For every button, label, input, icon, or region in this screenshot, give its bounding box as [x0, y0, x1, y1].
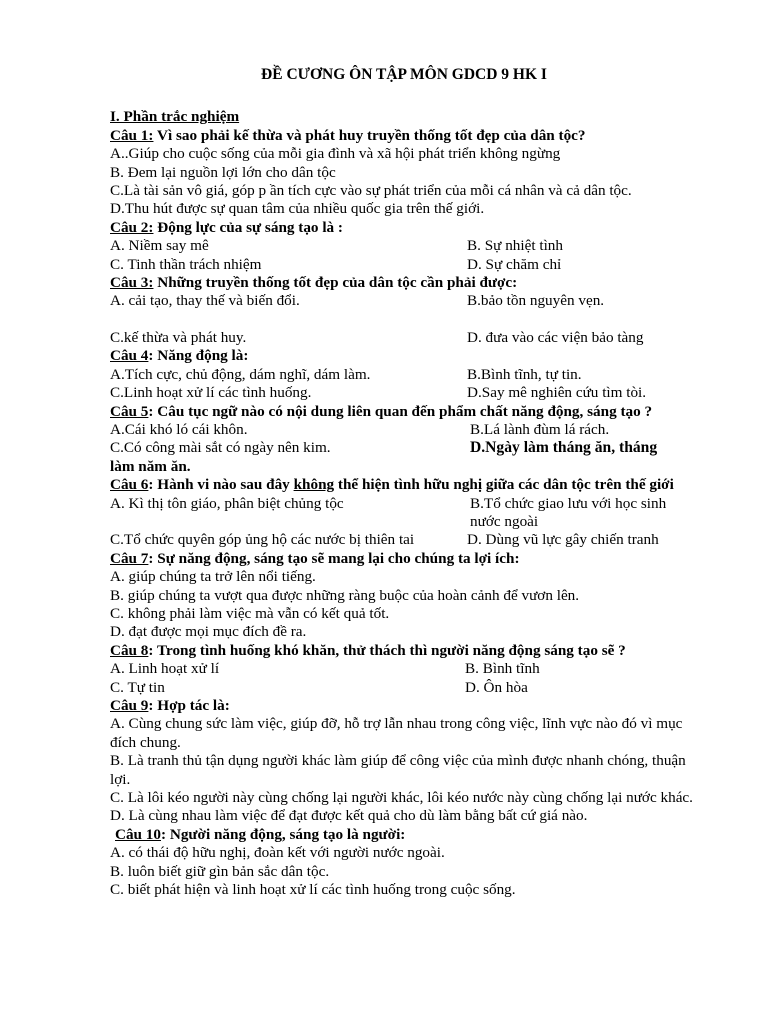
- q5-option-c: C.Có công mài sắt có ngày nên kim.: [110, 439, 331, 457]
- question-text: Những truyền thống tốt đẹp của dân tộc cần phải được:: [153, 274, 518, 292]
- q3-option-d: D. đưa vào các viện bảo tàng: [467, 328, 644, 346]
- question-text: Vì sao phải kế thừa và phát huy truyền thống tốt đẹp của dân tộc?: [153, 126, 586, 144]
- document-title: ĐỀ CƯƠNG ÔN TẬP MÔN GDCD 9 HK I: [261, 66, 547, 83]
- question-emphasis: không: [293, 476, 335, 494]
- question-number: Câu 4: [110, 347, 149, 365]
- question-number: Câu 6: [110, 476, 149, 494]
- q10-option-b: B. luôn biết giữ gìn bản sắc dân tộc.: [110, 862, 330, 880]
- question-number: Câu 8: [110, 641, 149, 659]
- q8-options-row-2: [110, 679, 698, 697]
- q10-option-c: C. biết phát hiện và linh hoạt xử lí các tình huống trong cuộc sống.: [110, 881, 516, 899]
- question-7: [110, 550, 698, 568]
- q4-option-a: A.Tích cực, chủ động, dám nghĩ, dám làm.: [110, 365, 371, 383]
- q8-options-row-1: [110, 660, 698, 678]
- q4-options-row-2: [110, 384, 698, 402]
- section-heading: I. Phần trắc nghiệm: [110, 108, 240, 126]
- q2-options-row-1: [110, 237, 698, 255]
- q3-option-b: B.bảo tồn nguyên vẹn.: [467, 292, 605, 310]
- question-text: : Hành vi nào sau đây: [148, 476, 294, 494]
- q8-option-b: B. Bình tĩnh: [465, 660, 540, 678]
- q4-option-b: B.Bình tĩnh, tự tin.: [467, 365, 582, 383]
- q5-options-row-1: [110, 421, 698, 439]
- q6-option-c: C.Tổ chức quyên góp ủng hộ các nước bị thiên tai: [110, 531, 415, 549]
- q8-option-d: D. Ôn hòa: [465, 678, 528, 696]
- q4-option-c: C.Linh hoạt xử lí các tình huống.: [110, 384, 312, 402]
- q6-option-d: D. Dùng vũ lực gây chiến tranh: [467, 531, 659, 549]
- q10-option-a: A. có thái độ hữu nghị, đoàn kết với người nước ngoài.: [110, 844, 445, 862]
- q6-option-a: A. Kì thị tôn giáo, phân biệt chủng tộc: [110, 494, 344, 512]
- question-text: : Người năng động, sáng tạo là người:: [161, 825, 406, 843]
- q1-option-c: C.Là tài sản vô giá, góp p ần tích cực vào sự phát triển của mỗi cá nhân và cả dân tộc.: [110, 182, 632, 200]
- question-text: : Câu tục ngữ nào có nội dung liên quan đến phẩm chất năng động, sáng tạo ?: [148, 402, 653, 420]
- question-9: [110, 697, 698, 715]
- q2-option-a: A. Niềm say mê: [110, 237, 209, 255]
- q6-option-b: B.Tổ chức giao lưu với học sinh: [470, 494, 667, 512]
- question-text-end: thể hiện tình hữu nghị giữa các dân tộc trên thế giới: [334, 476, 674, 494]
- q8-option-c: C. Tự tin: [110, 678, 165, 696]
- question-6: [110, 476, 698, 494]
- question-number: Câu 5: [110, 402, 149, 420]
- question-4: [110, 347, 698, 365]
- q6-options-row-2: [110, 531, 698, 549]
- question-2: [110, 219, 698, 237]
- q3-option-a: A. cải tạo, thay thế và biến đổi.: [110, 292, 300, 310]
- q5-option-b: B.Lá lành đùm lá rách.: [470, 420, 610, 438]
- q3-option-c: C.kế thừa và phát huy.: [110, 328, 247, 346]
- q2-option-d: D. Sự chăm chỉ: [467, 255, 562, 273]
- question-number: Câu 1:: [110, 126, 154, 144]
- question-1: [110, 127, 698, 145]
- q1-option-a: A..Giúp cho cuộc sống của mỗi gia đình và xã hội phát triển không ngừng: [110, 145, 561, 163]
- q4-options-row-1: [110, 366, 698, 384]
- question-8: [110, 642, 698, 660]
- q2-options-row-2: [110, 256, 698, 274]
- q9-option-d: D. Là cùng nhau làm việc để đạt được kết quả cho dù làm bằng bất cứ giá nào.: [110, 807, 588, 825]
- q7-option-a: A. giúp chúng ta trở lên nổi tiếng.: [110, 568, 316, 586]
- q5-option-d: D.Ngày làm tháng ăn, tháng: [470, 439, 658, 457]
- question-text: : Hợp tác là:: [148, 697, 230, 714]
- question-text: Động lực của sự sáng tạo là :: [153, 218, 343, 236]
- question-number: Câu 7: [110, 549, 149, 567]
- q3-options-row-1: [110, 292, 698, 310]
- question-5: [110, 403, 698, 421]
- question-number: Câu 3:: [110, 274, 154, 292]
- question-number: Câu 2:: [110, 218, 154, 236]
- question-text: : Năng động là:: [148, 347, 249, 365]
- q5-option-a: A.Cái khó ló cái khôn.: [110, 420, 248, 438]
- question-number: Câu 9: [110, 697, 149, 714]
- blank-line: [110, 311, 698, 329]
- q1-option-d: D.Thu hút được sự quan tâm của nhiều quốc gia trên thế giới.: [110, 200, 485, 218]
- q3-options-row-2: [110, 329, 698, 347]
- q4-option-d: D.Say mê nghiên cứu tìm tòi.: [467, 384, 647, 402]
- q7-option-b: B. giúp chúng ta vượt qua được những ràng buộc của hoàn cảnh để vươn lên.: [110, 586, 580, 604]
- q8-option-a: A. Linh hoạt xử lí: [110, 660, 220, 678]
- q6-option-b-continued: nước ngoài: [470, 512, 539, 530]
- q9-option-c: C. Là lôi kéo người này cùng chống lại người khác, lôi kéo nước này cùng chống lại nước khác.: [110, 789, 693, 807]
- q5-option-d-continued: làm năm ăn.: [110, 457, 191, 475]
- q5-options-row-2: [110, 439, 698, 457]
- question-text: : Sự năng động, sáng tạo sẽ mang lại cho chúng ta lợi ích:: [148, 549, 520, 567]
- q2-option-b: B. Sự nhiệt tình: [467, 237, 563, 255]
- question-text: : Trong tình huống khó khăn, thử thách thì người năng động sáng tạo sẽ ?: [148, 641, 626, 659]
- q2-option-c: C. Tinh thần trách nhiệm: [110, 255, 262, 273]
- q9-option-a: A. Cùng chung sức làm việc, giúp đỡ, hỗ trợ lẫn nhau trong công việc, lĩnh vực nào đó vì mục đích chung.: [110, 715, 683, 751]
- q1-option-b: B. Đem lại nguồn lợi lớn cho dân tộc: [110, 163, 336, 181]
- question-number: Câu 10: [115, 825, 161, 843]
- question-10: [110, 826, 698, 844]
- q6-options-row-1: [110, 495, 698, 532]
- question-3: [110, 274, 698, 292]
- q9-option-b: B. Là tranh thủ tận dụng người khác làm giúp để công việc của mình được nhanh chóng, thuận lợi.: [110, 752, 686, 788]
- q7-option-c: C. không phải làm việc mà vẫn có kết quả tốt.: [110, 604, 390, 622]
- q7-option-d: D. đạt được mọi mục đích đề ra.: [110, 623, 307, 641]
- q6-option-b-wrap: [470, 495, 698, 532]
